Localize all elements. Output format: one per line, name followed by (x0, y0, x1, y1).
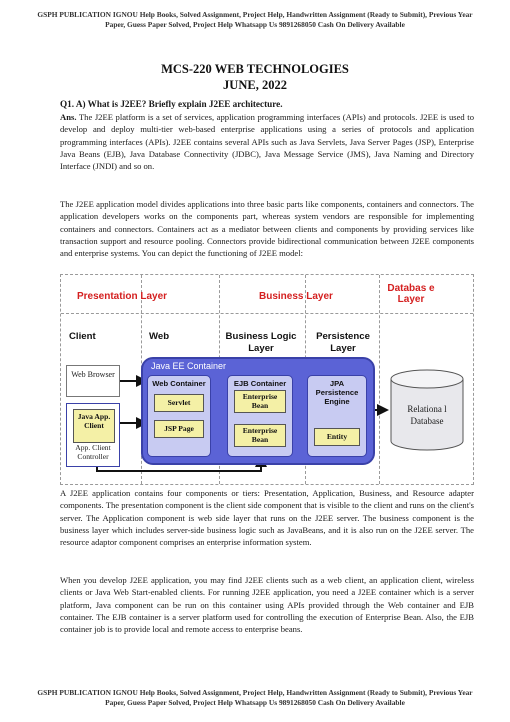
jpa-engine-label: JPA Persistence Engine (315, 379, 359, 406)
answer-paragraph-4: When you develop J2EE application, you may find J2EE clients such as a web client, an application client, wireless clients or Java Web Start-enabled clients. For running J2EE application, you need a J2EE container which is a server platform, Java component can be run on this container using APIs provided through the Web container and EJB container. The EJB container is a server platform used for controlling the execution of Enterprise Bean. Also, the EJB container job is to provide local and remote access to enterprise beans. (60, 575, 474, 635)
jsp-page-box: JSP Page (154, 420, 204, 438)
java-ee-container (141, 357, 375, 465)
business-logic-column-heading: Business Logic Layer (225, 331, 297, 354)
answer-label: Ans. (60, 112, 77, 122)
enterprise-bean-box-2: Enterprise Bean (234, 424, 286, 447)
document-title: MCS-220 WEB TECHNOLOGIES (161, 62, 349, 76)
java-ee-container-label: Java EE Container (151, 361, 227, 371)
web-browser-label: Web Browser (71, 370, 115, 379)
answer-text-1: The J2EE platform is a set of services, application programming interfaces (APIs) and protocols. J2EE is used to develop and deploy multi-tier web-based enterprise applications using a series of protocols and application programming interfaces (APIs). J2EE contains several APIs such as Java Servlets, Java Server Pages (JSP), Enterprise Java Beans (EJB), Java Database Connectivity (JDBC), Java Message Service (JMS), Java Naming and Directory Interface (JNDI) and so on. (60, 112, 474, 172)
persistence-column-heading: Persistence Layer (316, 331, 370, 354)
web-browser-box (66, 365, 120, 397)
java-app-client-box: Java App. Client (73, 409, 115, 443)
app-client-controller-label: App. Client Controller (75, 443, 111, 461)
web-column-heading: Web (149, 331, 170, 342)
answer-paragraph-1 (60, 111, 474, 172)
answer-paragraph-3: A J2EE application contains four components or tiers: Presentation, Application, Business, and Resource adapter components. The presentation component is the client side component that is visible to the client and runs on the client's server. The Application component is web side layer that runs on the J2EE server. The business component is the business layer which includes server-side business logic such as JavaBeans, and it is also run on the J2EE server. The resource adaptor component comprises an enterprise information system. (60, 488, 474, 548)
answer-paragraph-2: The J2EE application model divides applications into three basic parts like components, containers and connectors. The application developers works on the components part, whereas system vendors are responsible for implementing containers and connectors. Containers act as a mediator between clients and components by providing services like transaction support and resource pooling. Connectors provide bidirectional communication between J2EE components and enterprise systems. You can depict the functioning of J2EE model: (60, 199, 474, 259)
business-layer-label: Business Layer (259, 291, 333, 302)
presentation-layer-label: Presentation Layer (77, 291, 168, 302)
enterprise-bean-box-1: Enterprise Bean (234, 390, 286, 413)
page-footer: GSPH PUBLICATION IGNOU Help Books, Solved Assignment, Project Help, Handwritten Assignment (Ready to Submit), Previous Year Paper, Guess Paper Solved, Project Help Whatsapp Us 9891268050 Cash On Delivery Available (37, 688, 473, 707)
jpa-container (307, 375, 367, 457)
app-client-box (66, 403, 120, 467)
client-column-heading: Client (69, 331, 96, 342)
web-container-label: Web Container (152, 379, 206, 388)
j2ee-architecture-diagram (60, 274, 474, 485)
relational-database-label: Relationa l Database (407, 404, 447, 426)
question-heading: Q1. A) What is J2EE? Briefly explain J2EE architecture. (60, 99, 283, 109)
document-subtitle: JUNE, 2022 (223, 78, 287, 92)
ejb-container-label: EJB Container (233, 379, 287, 388)
web-container (147, 375, 211, 457)
servlet-box: Servlet (154, 394, 204, 412)
ejb-container (227, 375, 293, 457)
database-layer-label: Databas e Layer (387, 283, 435, 305)
page-header: GSPH PUBLICATION IGNOU Help Books, Solved Assignment, Project Help, Handwritten Assignment (Ready to Submit), Previous Year Paper, Guess Paper Solved, Project Help Whatsapp Us 9891268050 Cash On Delivery Available (37, 10, 473, 29)
entity-box: Entity (314, 428, 360, 446)
